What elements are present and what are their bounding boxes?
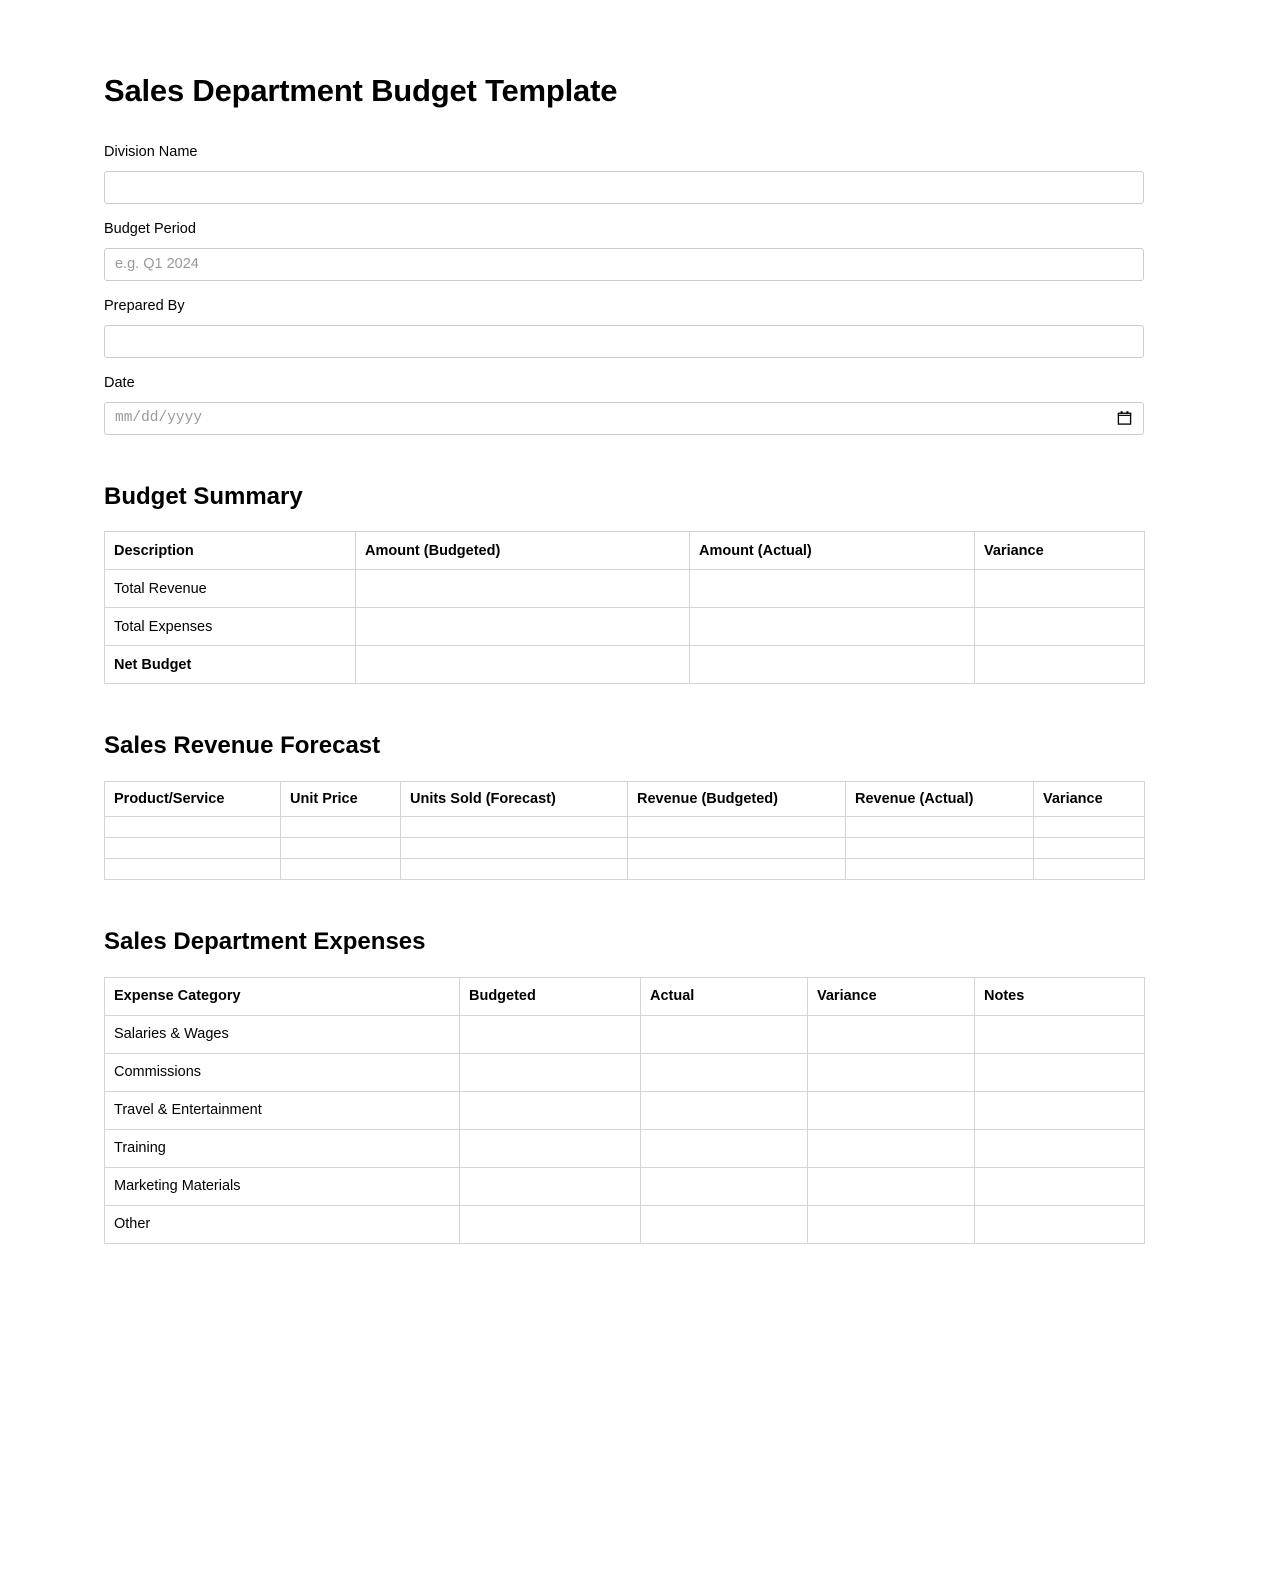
cell-forecast-r3-units-sold[interactable] <box>401 859 628 880</box>
prepared-by-input[interactable] <box>104 325 1144 358</box>
sales-department-expenses-table <box>104 977 1145 1244</box>
cell-travel-budgeted[interactable] <box>460 1091 641 1129</box>
cell-commissions-actual[interactable] <box>641 1053 808 1091</box>
table-row <box>105 1091 1145 1129</box>
budget-period-input[interactable] <box>104 248 1144 281</box>
field-division-name <box>104 143 1159 204</box>
cell-training-notes[interactable] <box>975 1129 1145 1167</box>
row-label-commissions: Commissions <box>105 1053 460 1091</box>
field-budget-period <box>104 220 1159 281</box>
cell-forecast-r2-revenue-actual[interactable] <box>846 838 1034 859</box>
column-header-expense-category: Expense Category <box>105 977 460 1015</box>
table-row <box>105 608 1145 646</box>
heading-sales-revenue-forecast: Sales Revenue Forecast <box>104 732 381 760</box>
cell-marketing-budgeted[interactable] <box>460 1167 641 1205</box>
label-budget-period: Budget Period <box>104 221 196 238</box>
table-row <box>105 838 1145 859</box>
cell-other-variance[interactable] <box>808 1205 975 1243</box>
table-row <box>105 1129 1145 1167</box>
cell-forecast-r3-revenue-actual[interactable] <box>846 859 1034 880</box>
column-header-revenue-budgeted: Revenue (Budgeted) <box>628 782 846 817</box>
column-header-actual: Actual <box>641 977 808 1015</box>
cell-forecast-r2-revenue-budgeted[interactable] <box>628 838 846 859</box>
cell-travel-variance[interactable] <box>808 1091 975 1129</box>
cell-travel-actual[interactable] <box>641 1091 808 1129</box>
cell-commissions-variance[interactable] <box>808 1053 975 1091</box>
cell-forecast-r1-product[interactable] <box>105 817 281 838</box>
date-input-wrapper <box>104 402 1144 435</box>
metadata-form <box>104 143 1159 434</box>
row-label-marketing-materials: Marketing Materials <box>105 1167 460 1205</box>
column-header-product-service: Product/Service <box>105 782 281 817</box>
table-header-row <box>105 532 1145 570</box>
budget-summary-table <box>104 531 1145 684</box>
table-row <box>105 1015 1145 1053</box>
column-header-revenue-actual: Revenue (Actual) <box>846 782 1034 817</box>
cell-forecast-r3-revenue-budgeted[interactable] <box>628 859 846 880</box>
row-label-other: Other <box>105 1205 460 1243</box>
row-label-travel-entertainment: Travel & Entertainment <box>105 1091 460 1129</box>
cell-other-budgeted[interactable] <box>460 1205 641 1243</box>
page-title: Sales Department Budget Template <box>104 73 618 108</box>
page-bottom-whitespace <box>104 1244 1159 1544</box>
field-prepared-by <box>104 297 1159 358</box>
cell-total-expenses-variance[interactable] <box>975 608 1145 646</box>
sales-revenue-forecast-table <box>104 781 1145 880</box>
cell-forecast-r1-unit-price[interactable] <box>281 817 401 838</box>
cell-total-expenses-budgeted[interactable] <box>356 608 690 646</box>
table-header-row <box>105 782 1145 817</box>
cell-training-actual[interactable] <box>641 1129 808 1167</box>
cell-forecast-r3-unit-price[interactable] <box>281 859 401 880</box>
column-header-notes: Notes <box>975 977 1145 1015</box>
cell-net-budget-variance[interactable] <box>975 646 1145 684</box>
cell-commissions-budgeted[interactable] <box>460 1053 641 1091</box>
cell-other-actual[interactable] <box>641 1205 808 1243</box>
cell-marketing-actual[interactable] <box>641 1167 808 1205</box>
cell-forecast-r2-product[interactable] <box>105 838 281 859</box>
cell-total-revenue-actual[interactable] <box>690 570 975 608</box>
column-header-units-sold-forecast: Units Sold (Forecast) <box>401 782 628 817</box>
cell-total-revenue-budgeted[interactable] <box>356 570 690 608</box>
label-date: Date <box>104 374 135 391</box>
cell-salaries-budgeted[interactable] <box>460 1015 641 1053</box>
field-date <box>104 374 1159 435</box>
cell-forecast-r2-units-sold[interactable] <box>401 838 628 859</box>
table-row <box>105 1205 1145 1243</box>
table-row <box>105 817 1145 838</box>
column-header-amount-budgeted: Amount (Budgeted) <box>356 532 690 570</box>
row-label-net-budget: Net Budget <box>105 646 356 684</box>
cell-forecast-r1-variance[interactable] <box>1034 817 1145 838</box>
row-label-total-revenue: Total Revenue <box>105 570 356 608</box>
date-input[interactable] <box>104 402 1144 435</box>
cell-forecast-r1-revenue-actual[interactable] <box>846 817 1034 838</box>
cell-training-budgeted[interactable] <box>460 1129 641 1167</box>
cell-net-budget-actual[interactable] <box>690 646 975 684</box>
cell-forecast-r2-unit-price[interactable] <box>281 838 401 859</box>
column-header-description: Description <box>105 532 356 570</box>
cell-commissions-notes[interactable] <box>975 1053 1145 1091</box>
cell-other-notes[interactable] <box>975 1205 1145 1243</box>
cell-forecast-r3-product[interactable] <box>105 859 281 880</box>
column-header-amount-actual: Amount (Actual) <box>690 532 975 570</box>
row-label-salaries-wages: Salaries & Wages <box>105 1015 460 1053</box>
column-header-budgeted: Budgeted <box>460 977 641 1015</box>
label-prepared-by: Prepared By <box>104 297 185 314</box>
table-row <box>105 859 1145 880</box>
column-header-variance: Variance <box>808 977 975 1015</box>
label-division-name: Division Name <box>104 144 198 161</box>
cell-net-budget-budgeted[interactable] <box>356 646 690 684</box>
column-header-variance: Variance <box>1034 782 1145 817</box>
table-row <box>105 1167 1145 1205</box>
heading-sales-department-expenses: Sales Department Expenses <box>104 928 426 956</box>
table-row <box>105 570 1145 608</box>
column-header-unit-price: Unit Price <box>281 782 401 817</box>
cell-training-variance[interactable] <box>808 1129 975 1167</box>
cell-marketing-variance[interactable] <box>808 1167 975 1205</box>
cell-total-expenses-actual[interactable] <box>690 608 975 646</box>
cell-salaries-actual[interactable] <box>641 1015 808 1053</box>
cell-forecast-r1-units-sold[interactable] <box>401 817 628 838</box>
table-row <box>105 646 1145 684</box>
calendar-icon[interactable] <box>1117 411 1132 426</box>
table-header-row <box>105 977 1145 1015</box>
cell-marketing-notes[interactable] <box>975 1167 1145 1205</box>
row-label-total-expenses: Total Expenses <box>105 608 356 646</box>
cell-total-revenue-variance[interactable] <box>975 570 1145 608</box>
cell-salaries-notes[interactable] <box>975 1015 1145 1053</box>
cell-forecast-r2-variance[interactable] <box>1034 838 1145 859</box>
cell-forecast-r1-revenue-budgeted[interactable] <box>628 817 846 838</box>
cell-forecast-r3-variance[interactable] <box>1034 859 1145 880</box>
heading-budget-summary: Budget Summary <box>104 482 303 510</box>
column-header-variance: Variance <box>975 532 1145 570</box>
table-row <box>105 1053 1145 1091</box>
division-name-input[interactable] <box>104 171 1144 204</box>
row-label-training: Training <box>105 1129 460 1167</box>
cell-salaries-variance[interactable] <box>808 1015 975 1053</box>
cell-travel-notes[interactable] <box>975 1091 1145 1129</box>
